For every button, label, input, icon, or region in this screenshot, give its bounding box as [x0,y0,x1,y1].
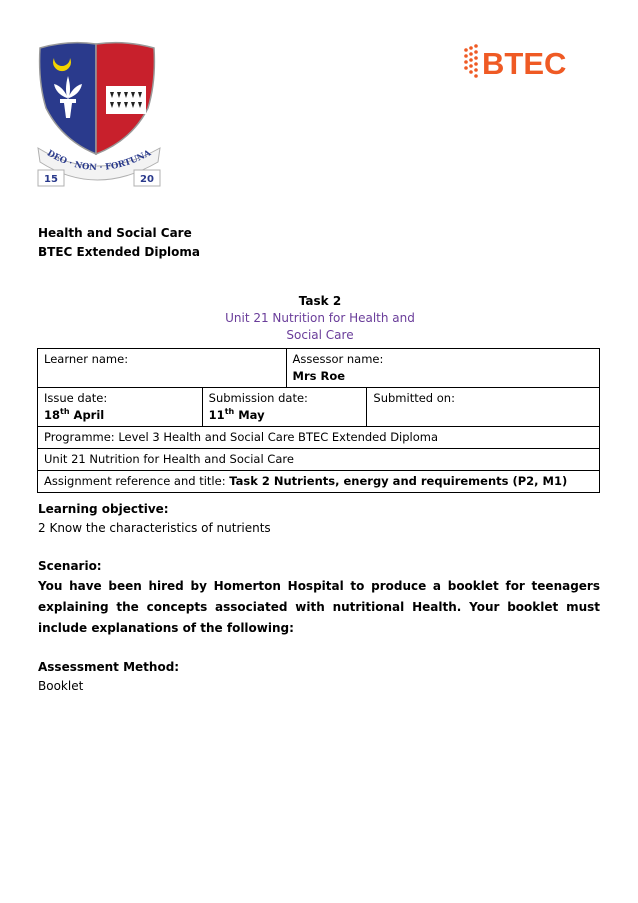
assignment-reference-value: Task 2 Nutrients, energy and requirements (P2, M1) [229,474,568,488]
document-header [38,224,200,262]
programme-cell: Programme: Level 3 Health and Social Care BTEC Extended Diploma [38,427,600,449]
ermine-pattern-icon [106,86,146,114]
learner-name-label: Learner name: [44,352,129,366]
learning-objective-text: 2 Know the characteristics of nutrients [38,521,271,535]
qualification-title: BTEC Extended Diploma [38,245,200,259]
assignment-info-table [37,348,600,493]
assessment-method-heading: Assessment Method: [38,660,180,674]
assessor-name-cell [286,349,599,388]
table-row [38,471,600,493]
assessor-name-value: Mrs Roe [292,369,346,383]
assignment-reference-label: Assignment reference and title: [44,474,230,488]
crest-motto: DEO · NON · FORTUNA [45,148,153,174]
learning-objective-section [38,500,600,538]
assessment-method-section [38,658,600,696]
assignment-reference-cell [38,471,600,493]
subject-title: Health and Social Care [38,226,192,240]
learner-name-cell [38,349,287,388]
issue-date-cell [38,388,203,427]
assignment-body [38,500,600,715]
table-row [38,349,600,388]
submission-date-label: Submission date: [208,391,308,405]
school-crest-logo [34,36,164,192]
table-row [38,388,600,427]
task-title-block [38,293,602,344]
submitted-on-cell [367,388,600,427]
scenario-heading: Scenario: [38,559,102,573]
task-title: Task 2 [298,294,342,308]
learning-objective-heading: Learning objective: [38,502,169,516]
issue-date-label: Issue date: [44,391,108,405]
issue-date-value: 18th April [44,407,105,422]
unit-title-line2: Social Care [286,328,354,342]
table-row [38,449,600,471]
btec-dots-icon [464,44,478,78]
btec-wordmark: BTEC [482,46,567,81]
submission-date-value: 11th May [208,407,265,422]
unit-cell: Unit 21 Nutrition for Health and Social Care [38,449,600,471]
crest-year-left: 15 [44,174,58,185]
assessor-name-label: Assessor name: [292,352,384,366]
scenario-section [38,557,600,639]
table-row [38,427,600,449]
unit-title-line1: Unit 21 Nutrition for Health and [225,311,415,325]
crest-year-right: 20 [140,174,154,185]
btec-logo [462,40,582,82]
scenario-text: You have been hired by Homerton Hospital to produce a booklet for teenagers explaining the concepts associated with nutritional Health. Your booklet must include explanations of the following: [38,579,600,635]
submitted-on-label: Submitted on: [373,391,455,405]
submission-date-cell [202,388,367,427]
assessment-method-text: Booklet [38,679,84,693]
